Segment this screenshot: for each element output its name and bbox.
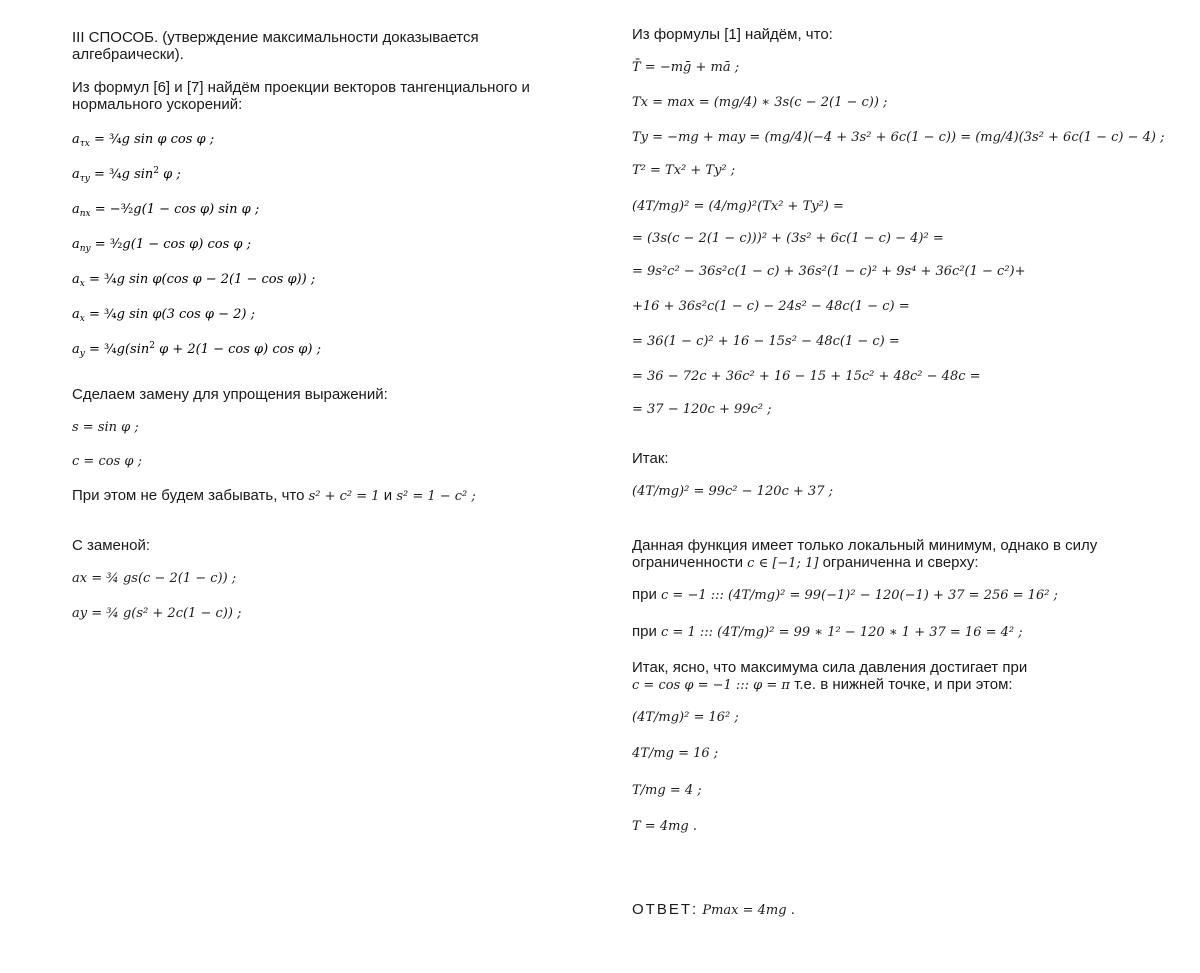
final-equation-4: T = 4mg . — [632, 819, 698, 834]
substitution-heading: Сделаем замену для упрощения выражений: — [72, 386, 388, 403]
equation-derivation-6: = 36 − 72c + 36c² + 16 − 15 + 15c² + 48c² − 48c = — [632, 369, 981, 384]
equation-derivation-3: = 9s²c² − 36s²c(1 − c) + 36s²(1 − c)² + 9s⁴ + 36c²(1 − c²)+ — [632, 264, 1026, 279]
conclusion-text: т.е. в нижней точке, и при этом: — [794, 676, 1013, 693]
equation-T-x: Tx = max = (mg/4) ∗ 3s(c − 2(1 − c)) ; — [632, 95, 888, 110]
identity-note-math-1: s² + c² = 1 — [308, 489, 380, 504]
final-equation-3: T/mg = 4 ; — [632, 783, 702, 798]
equation-derivation-5: = 36(1 − c)² + 16 − 15s² − 48c(1 − c) = — [632, 334, 900, 349]
conclusion-math: c = cos φ = −1 ::: φ = π — [632, 678, 790, 693]
answer-equation: Pmax = 4mg . — [702, 903, 795, 918]
equation-a-tau-y-render — [72, 163, 292, 185]
equation-derivation-2: = (3s(c − 2(1 − c)))² + (3s² + 6c(1 − c) − 4)² = — [632, 231, 944, 246]
equation-a-y-render — [72, 338, 372, 360]
equation-a-tau-y — [72, 163, 292, 192]
identity-note-and: и — [383, 487, 393, 504]
svg-text:ay = ¾g(sin2 φ + 2(1 − cos φ): $a_y$ = $\frac{3}{4}g(\sin^2$ φ + 2(1 − cos φ) cos φ) ; — [72, 341, 321, 359]
sub-s-equation: s = sin φ ; — [72, 420, 139, 435]
svg-text:any = ³⁄₂g(1 − cos φ) cos φ ;: $a_{ny}$ = ³⁄₂g(1 − cos φ) cos φ ; — [72, 237, 251, 254]
equation-a-n-x-render — [72, 198, 332, 220]
equation-a-y — [72, 338, 372, 367]
itak-label: Итак: — [632, 450, 669, 467]
answer-line — [632, 901, 795, 919]
case-1-label: при — [632, 586, 657, 603]
equation-a-x-2 — [72, 303, 332, 332]
with-substitution-heading: С заменой: — [72, 537, 151, 554]
sub-equation-a-x: ax = ¾ gs(c − 2(1 − c)) ; — [72, 571, 237, 586]
svg-text:ax = ¾g sin φ(3 cos φ − 2) ;: $a_x$ = ¾g sin φ(3 cos φ − 2) ; — [72, 307, 256, 324]
final-equation-1: (4T/mg)² = 16² ; — [632, 710, 739, 725]
equation-derivation-4: +16 + 36s²c(1 − c) − 24s² − 48c(1 − c) = — [632, 299, 910, 314]
equation-T-vector: T̄ = −mḡ + mā ; — [632, 60, 740, 75]
svg-text:anx = −³⁄₂g(1 − cos φ) sin φ ;: $a_{nx}$ = −³⁄₂g(1 − cos φ) sin φ ; — [72, 202, 260, 219]
equation-a-tau-x — [72, 128, 292, 157]
function-note-text-b: ограниченна и сверху: — [822, 554, 979, 571]
equation-a-x-2-render — [72, 303, 332, 325]
equation-a-n-y — [72, 233, 332, 262]
answer-label: ОТВЕТ: — [632, 901, 699, 918]
conclusion-line-1: Итак, ясно, что максимума сила давления достигает при — [632, 659, 1028, 676]
intro-paragraph: Из формул [6] и [7] найдём проекции векторов тангенциального и нормального ускорений: — [72, 79, 530, 113]
svg-text:aτy = ¾g sin2 φ ;: $a_{\tau y}$ = ¾g $\sin^2 \varphi$ ; — [72, 166, 181, 184]
case-c-minus-1 — [632, 586, 1058, 604]
case-2-equation: c = 1 ::: (4T/mg)² = 99 ∗ 1² − 120 ∗ 1 + 37 = 16 = 4² ; — [661, 625, 1023, 640]
identity-note-text: При этом не будем забывать, что — [72, 487, 305, 504]
equation-T-y: Ty = −mg + may = (mg/4)(−4 + 3s² + 6c(1 − c)) = (mg/4)(3s² + 6c(1 − c) − 4) ; — [632, 130, 1165, 145]
equation-a-n-x — [72, 198, 332, 227]
svg-text:aτx = ¾g sin φ cos φ ;: $a_{\tau x}$ = ¾g sin φ cos φ ; — [72, 132, 215, 149]
function-note-line-1: Данная функция имеет только локальный минимум, однако в силу — [632, 537, 1098, 554]
case-2-label: при — [632, 623, 657, 640]
identity-note-math-2: s² = 1 − c² ; — [396, 489, 476, 504]
final-equation-2: 4T/mg = 16 ; — [632, 746, 719, 761]
equation-result-quadratic: (4T/mg)² = 99c² − 120c + 37 ; — [632, 484, 833, 499]
function-note-interval: c ∈ [−1; 1] — [747, 556, 819, 571]
sub-c-equation: c = cos φ ; — [72, 454, 142, 469]
formula-intro: Из формулы [1] найдём, что: — [632, 26, 833, 43]
equation-derivation-7: = 37 − 120c + 99c² ; — [632, 402, 772, 417]
equation-a-x-1 — [72, 268, 372, 297]
case-c-plus-1 — [632, 623, 1023, 641]
equation-T-squared: T² = Tx² + Ty² ; — [632, 163, 736, 178]
equation-a-tau-x-render — [72, 128, 292, 150]
svg-text:ax = ¾g sin φ(cos φ − 2(1 − co: $a_x$ = ¾g sin φ(cos φ − 2(1 − cos φ)) ; — [72, 272, 316, 289]
conclusion-line-2 — [632, 676, 1013, 694]
function-note-text-a: ограниченности — [632, 554, 743, 571]
sub-equation-a-y: ay = ¾ g(s² + 2c(1 − c)) ; — [72, 606, 242, 621]
function-note-line-2 — [632, 554, 979, 572]
method-heading: III СПОСОБ. (утверждение максимальности доказывается алгебраически). — [72, 29, 479, 63]
equation-a-n-y-render — [72, 233, 332, 255]
case-1-equation: c = −1 ::: (4T/mg)² = 99(−1)² − 120(−1) + 37 = 256 = 16² ; — [661, 588, 1058, 603]
equation-derivation-1: (4T/mg)² = (4/mg)²(Tx² + Ty²) = — [632, 199, 844, 214]
identity-note — [72, 487, 476, 505]
equation-a-x-1-render — [72, 268, 372, 290]
